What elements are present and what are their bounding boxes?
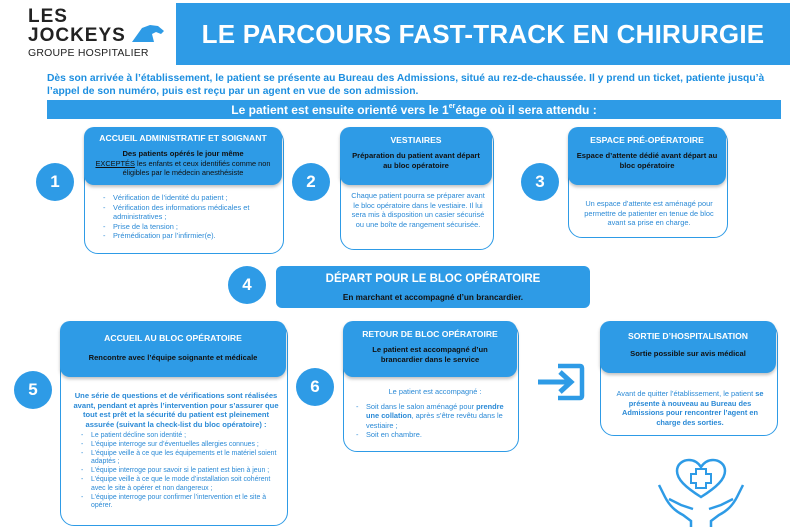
orientation-sup: er bbox=[448, 103, 456, 110]
step-2-card bbox=[340, 128, 494, 250]
step-1-header bbox=[84, 127, 282, 185]
step-5-header bbox=[60, 321, 286, 377]
discharge-header bbox=[600, 321, 776, 373]
step-5-intro: Une série de questions et de vérifications sont réalisées avant, pendant et après l’intervention pour s’assurer que tout est prêt et la sécurité du patient est pleinement assurée (suivant la check-list du bloc opératoire) : bbox=[73, 391, 279, 429]
step-1-excepted: EXCEPTÉS bbox=[95, 158, 135, 168]
list-item: - Soit en chambre. bbox=[356, 430, 514, 440]
horse-head-icon bbox=[128, 22, 168, 46]
logo-line-3: GROUPE HOSPITALIER bbox=[28, 47, 149, 59]
orientation-text-end: étage où il sera attendu : bbox=[455, 102, 597, 117]
step-5-subtitle: Rencontre avec l’équipe soignante et médicale bbox=[88, 353, 258, 362]
discharge-subtitle: Sortie possible sur avis médical bbox=[630, 349, 746, 358]
logo-line-2: JOCKEYS bbox=[28, 25, 126, 46]
step-6-card bbox=[343, 322, 519, 452]
step-1-number: 1 bbox=[36, 163, 74, 201]
intro-text: Dès son arrivée à l’établissement, le patient se présente au Bureau des Admissions, situé au rez-de-chaussée. Il y prend un ticket, patiente jusqu’à l’appel de son numéro, puis est reçu par un agent en vue de son admission. bbox=[47, 73, 765, 97]
step-6-subtitle: Le patient est accompagné d’un brancardier dans le service bbox=[372, 345, 488, 364]
discharge-text-a: Avant de quitter l’établissement, le patient bbox=[616, 389, 756, 398]
list-item: - L’équipe veille à ce que les équipements et le matériel soient adaptés ; bbox=[81, 450, 283, 468]
step-2-number: 2 bbox=[292, 163, 330, 201]
step-1-subtitle-detail bbox=[92, 159, 274, 178]
list-item: - L’équipe interroge pour savoir si le patient est bien à jeun ; bbox=[81, 467, 283, 476]
step-2-subtitle: Préparation du patient avant départ au bloc opératoire bbox=[352, 151, 480, 170]
step-1-body bbox=[103, 193, 279, 241]
list-item: - L’équipe veille à ce que le mode d’installation soit cohérent avec le site à opérer et non dangereux ; bbox=[81, 476, 283, 494]
list-item: - Vérification des informations médicales et administratives ; bbox=[103, 203, 279, 222]
step-6-body bbox=[356, 387, 514, 440]
step-6-title: RETOUR DE BLOC OPÉRATOIRE bbox=[362, 329, 498, 339]
step-4-number: 4 bbox=[228, 266, 266, 304]
step-5-title: ACCUEIL AU BLOC OPÉRATOIRE bbox=[104, 333, 242, 343]
orientation-text: Le patient est ensuite orienté vers le 1 bbox=[231, 102, 449, 117]
discharge-title: SORTIE D’HOSPITALISATION bbox=[628, 331, 748, 341]
step-6-item-1c: , après s’être revêtu dans le vestiaire ; bbox=[366, 411, 503, 430]
step-3-subtitle: Espace d’attente dédié avant départ au bloc opératoire bbox=[576, 151, 718, 170]
step-5-card bbox=[60, 322, 288, 526]
step-6-header bbox=[343, 321, 517, 377]
step-4-banner bbox=[276, 266, 590, 308]
list-item: - Prémédication par l’infirmier(e). bbox=[103, 231, 279, 241]
step-4-subtitle: En marchant et accompagné d’un brancardier. bbox=[342, 293, 524, 302]
discharge-text-b: se présente à nouveau au Bureau des Admissions pour rencontrer l’agent en charge des sorties. bbox=[622, 389, 764, 427]
step-3-card bbox=[568, 128, 728, 238]
discharge-body bbox=[609, 389, 771, 427]
list-item: - L’équipe interroge pour confirmer l’intervention et le site à opérer. bbox=[81, 494, 283, 512]
list-item: - L’équipe interroge sur d’éventuelles allergies connues ; bbox=[81, 441, 283, 450]
list-item: - Vérification de l’identité du patient ; bbox=[103, 193, 279, 203]
step-1-excepted-detail: les enfants et ceux identifiés comme non éligibles par le médecin anesthésiste bbox=[122, 158, 271, 177]
step-3-number: 3 bbox=[521, 163, 559, 201]
header-banner bbox=[176, 3, 790, 65]
step-6-lead: Le patient est accompagné : bbox=[388, 387, 482, 396]
orientation-bar bbox=[47, 100, 781, 119]
step-2-body: Chaque patient pourra se préparer avant le bloc opératoire dans le vestiaire. Il lui sera mis à disposition un casier sécurisé ou une boîte de rangement sécurisée. bbox=[351, 191, 485, 229]
list-item: - Le patient décline son identité ; bbox=[81, 432, 283, 441]
step-2-title: VESTIAIRES bbox=[390, 135, 442, 145]
step-6-number: 6 bbox=[296, 368, 334, 406]
arrow-right-into-box-icon bbox=[536, 362, 586, 402]
step-6-item-1a: Soit dans le salon aménagé pour bbox=[366, 401, 477, 411]
step-5-body bbox=[69, 391, 283, 511]
step-3-header bbox=[568, 127, 726, 185]
discharge-card bbox=[600, 322, 778, 436]
list-item: - Prise de la tension ; bbox=[103, 222, 279, 232]
step-6-item-1b: prendre une collation bbox=[366, 401, 504, 420]
logo bbox=[28, 8, 158, 60]
step-5-number: 5 bbox=[14, 371, 52, 409]
hands-heart-cross-icon bbox=[655, 457, 747, 527]
step-4-title: DÉPART POUR LE BLOC OPÉRATOIRE bbox=[325, 273, 541, 285]
logo-line-1: LES bbox=[28, 6, 68, 27]
step-2-header bbox=[340, 127, 492, 185]
step-3-body: Un espace d’attente est aménagé pour permettre de patienter en tenue de bloc avant sa prise en charge. bbox=[584, 199, 714, 227]
list-item bbox=[356, 402, 514, 431]
step-1-card bbox=[84, 128, 284, 254]
step-1-subtitle: Des patients opérés le jour même bbox=[122, 149, 244, 158]
page-title: LE PARCOURS FAST-TRACK EN CHIRURGIE bbox=[201, 18, 765, 49]
step-3-title: ESPACE PRÉ-OPÉRATOIRE bbox=[590, 135, 704, 145]
step-1-title: ACCUEIL ADMINISTRATIF ET SOIGNANT bbox=[99, 133, 267, 143]
